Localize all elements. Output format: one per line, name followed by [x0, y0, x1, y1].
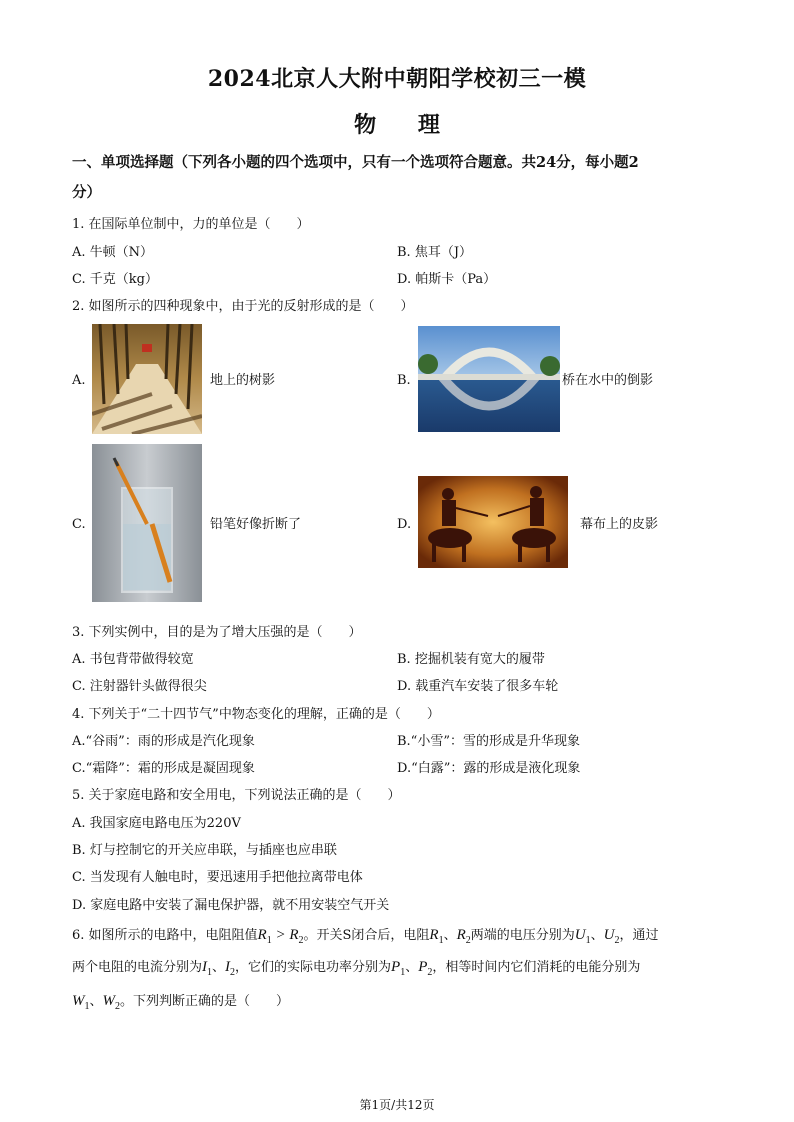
q4-stem: 4. 下列关于“二十四节气”中物态变化的理解，正确的是（ ） [72, 707, 440, 722]
bridge-reflection-photo [418, 326, 560, 432]
q5-option-c: C. 当发现有人触电时，要迅速用手把他拉离带电体 [72, 870, 363, 885]
q2-option-b-text: 桥在水中的倒影 [562, 373, 654, 388]
q2-option-a-text: 地上的树影 [210, 373, 276, 388]
shadow-puppet-photo [418, 476, 568, 568]
q4-option-d: D.“白露”：露的形成是液化现象 [397, 761, 581, 776]
section-heading-line2: 分） [72, 184, 101, 201]
q3-option-c: C. 注射器针头做得很尖 [72, 679, 207, 694]
q2-stem: 2. 如图所示的四种现象中，由于光的反射形成的是（ ） [72, 299, 414, 314]
q4-option-a: A.“谷雨”：雨的形成是汽化现象 [72, 734, 255, 749]
q1-option-b: B. 焦耳（J） [397, 245, 473, 260]
q2-option-b-letter: B. [397, 373, 411, 388]
q5-option-a: A. 我国家庭电路电压为220V [72, 816, 241, 831]
q1-option-d: D. 帕斯卡（Pa） [397, 272, 497, 287]
q2-option-d-letter: D. [397, 517, 412, 532]
pencil-in-water-photo [92, 444, 202, 602]
q1-option-a: A. 牛顿（N） [72, 245, 154, 260]
q5-option-d: D. 家庭电路中安装了漏电保护器，就不用安装空气开关 [72, 898, 390, 913]
q2-option-c-text: 铅笔好像折断了 [210, 517, 302, 532]
page-number: 第1页/共12页 [359, 1098, 435, 1112]
q3-stem: 3. 下列实例中，目的是为了增大压强的是（ ） [72, 625, 362, 640]
section-heading [72, 148, 722, 208]
q5-stem: 5. 关于家庭电路和安全用电，下列说法正确的是（ ） [72, 788, 401, 803]
q6-condition: $R_1 > R_2$ [257, 927, 304, 946]
q6-line2: 两个电阻的电流分别为$I_1$、$I_2$，它们的实际电功率分别为$P_1$、$P_2$，相等时间内它们消耗的电能分别为 [72, 959, 641, 978]
tree-shadow-photo [92, 324, 202, 434]
q1-option-c: C. 千克（kg） [72, 272, 158, 287]
exam-title: 2024北京人大附中朝阳学校初三一模 [207, 66, 587, 92]
q3-option-d: D. 载重汽车安装了很多车轮 [397, 679, 559, 694]
q3-option-a: A. 书包背带做得较宽 [72, 652, 194, 667]
q4-option-b: B.“小雪”：雪的形成是升华现象 [397, 734, 580, 749]
q6-line1: 6. 如图所示的电路中，电阻阻值$R_1 > R_2$。开关S闭合后，电阻$R_1$、$R_2$两端的电压分别为$U_1$、$U_2$，通过 [72, 927, 659, 946]
section-heading-line1: 一、单项选择题（下列各小题的四个选项中，只有一个选项符合题意。共24分，每小题2 [72, 154, 639, 171]
q3-option-b: B. 挖掘机装有宽大的履带 [397, 652, 545, 667]
q2-option-d-text: 幕布上的皮影 [580, 517, 659, 532]
q6-line3: $W_1$、$W_2$。下列判断正确的是（ ） [72, 993, 290, 1012]
q5-option-b: B. 灯与控制它的开关应串联，与插座也应串联 [72, 843, 337, 858]
q2-option-c-letter: C. [72, 517, 86, 532]
q2-option-a-letter: A. [72, 373, 86, 388]
q1-stem: 1. 在国际单位制中，力的单位是（ ） [72, 217, 310, 232]
q4-option-c: C.“霜降”：霜的形成是凝固现象 [72, 761, 255, 776]
subject-title: 物 理 [354, 112, 440, 138]
